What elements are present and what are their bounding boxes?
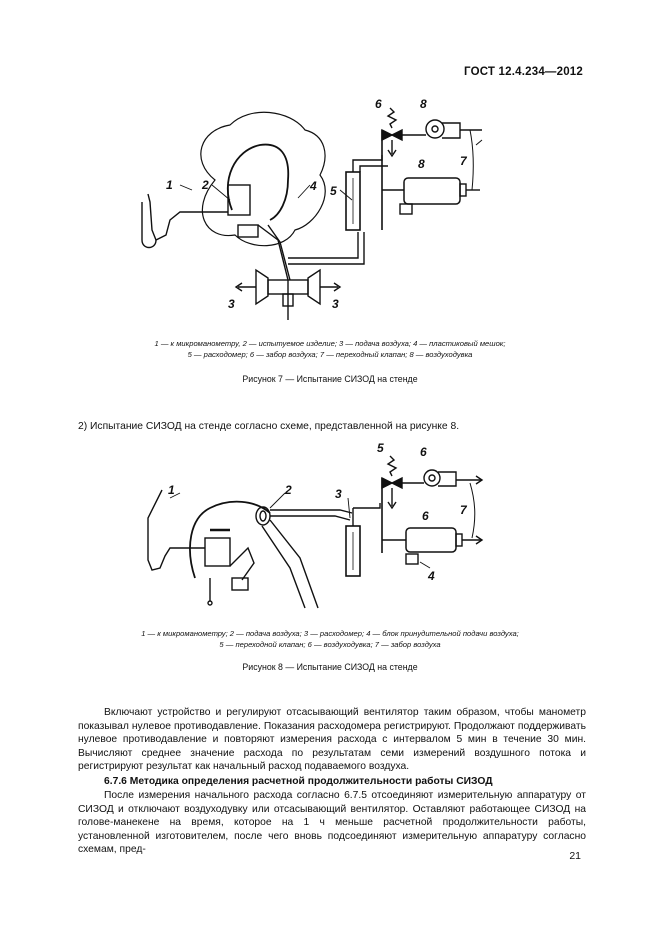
fig8-label-7: 7 [460, 503, 467, 517]
fig7-label-5: 5 [330, 184, 337, 198]
fig8-label-3: 3 [335, 487, 342, 501]
item-2-text: 2) Испытание СИЗОД на стенде согласно схеме, представленной на рисунке 8. [78, 421, 460, 432]
document-id-header: ГОСТ 12.4.234—2012 [464, 66, 583, 78]
figure-8-legend-line-2: 5 — переходной клапан; 6 — воздуходувка; 7 — забор воздуха [219, 640, 441, 649]
fig8-label-1: 1 [168, 483, 175, 497]
figure-7-caption: Рисунок 7 — Испытание СИЗОД на стенде [242, 374, 418, 384]
body-paragraph-2: После измерения начального расхода согласно 6.7.5 отсоединяют измерительную аппаратуру от СИЗОД и отключают воздуходувку или отсасывающий вентилятор. Оставляют работающее СИЗОД на голове-манекене на время, которое на 1 ч меньше расчетной продолжительности работы, установленной изготовителем, после чего вновь подсоединяют измерительную аппаратуру согласно схемам, пред- [78, 790, 586, 856]
fig7-label-1: 1 [166, 178, 173, 192]
fig7-label-8-lower: 8 [418, 157, 425, 171]
figure-8-diagram [130, 438, 500, 618]
fig8-label-5: 5 [377, 441, 384, 455]
fig7-label-7: 7 [460, 154, 467, 168]
fig8-label-2: 2 [285, 483, 292, 497]
figure-8-legend-line-1: 1 — к микроманометру; 2 — подача воздуха; 3 — расходомер; 4 — блок принудительной подачи воздуха; [141, 629, 519, 638]
fig7-label-3-right: 3 [332, 297, 339, 311]
figure-7-diagram [120, 90, 500, 325]
page-number: 21 [569, 850, 581, 862]
body-paragraph-1: Включают устройство и регулируют отсасывающий вентилятор таким образом, чтобы манометр показывал нулевое противодавление. Показания расходомера регистрируют. Продолжают поддерживать нулевое противодавление и повторяют измерения расхода с интервалом 5 мин в течение 30 мин. Вычисляют среднее значение расхода по результатам семи измерений воздушного потока и регистрируют результат как начальный расход подаваемого воздуха. [78, 707, 586, 773]
fig8-label-6-lower: 6 [422, 509, 429, 523]
fig7-label-6: 6 [375, 97, 382, 111]
fig7-label-8-top: 8 [420, 97, 427, 111]
figure-7-legend-line-1: 1 — к микроманометру, 2 — испытуемое изделие; 3 — подача воздуха; 4 — пластиковый мешок; [154, 339, 506, 348]
fig7-label-2: 2 [202, 178, 209, 192]
figure-8-caption: Рисунок 8 — Испытание СИЗОД на стенде [242, 662, 418, 672]
fig7-label-4: 4 [310, 179, 317, 193]
fig8-label-4: 4 [428, 569, 435, 583]
figure-7-legend-line-2: 5 — расходомер; 6 — забор воздуха; 7 — переходный клапан; 8 — воздуходувка [187, 350, 473, 359]
fig8-label-6-top: 6 [420, 445, 427, 459]
section-6-7-6-title: 6.7.6 Методика определения расчетной продолжительности работы СИЗОД [104, 776, 493, 787]
figure-8-legend [80, 628, 580, 650]
fig7-label-3-left: 3 [228, 297, 235, 311]
figure-7-legend [80, 338, 580, 360]
